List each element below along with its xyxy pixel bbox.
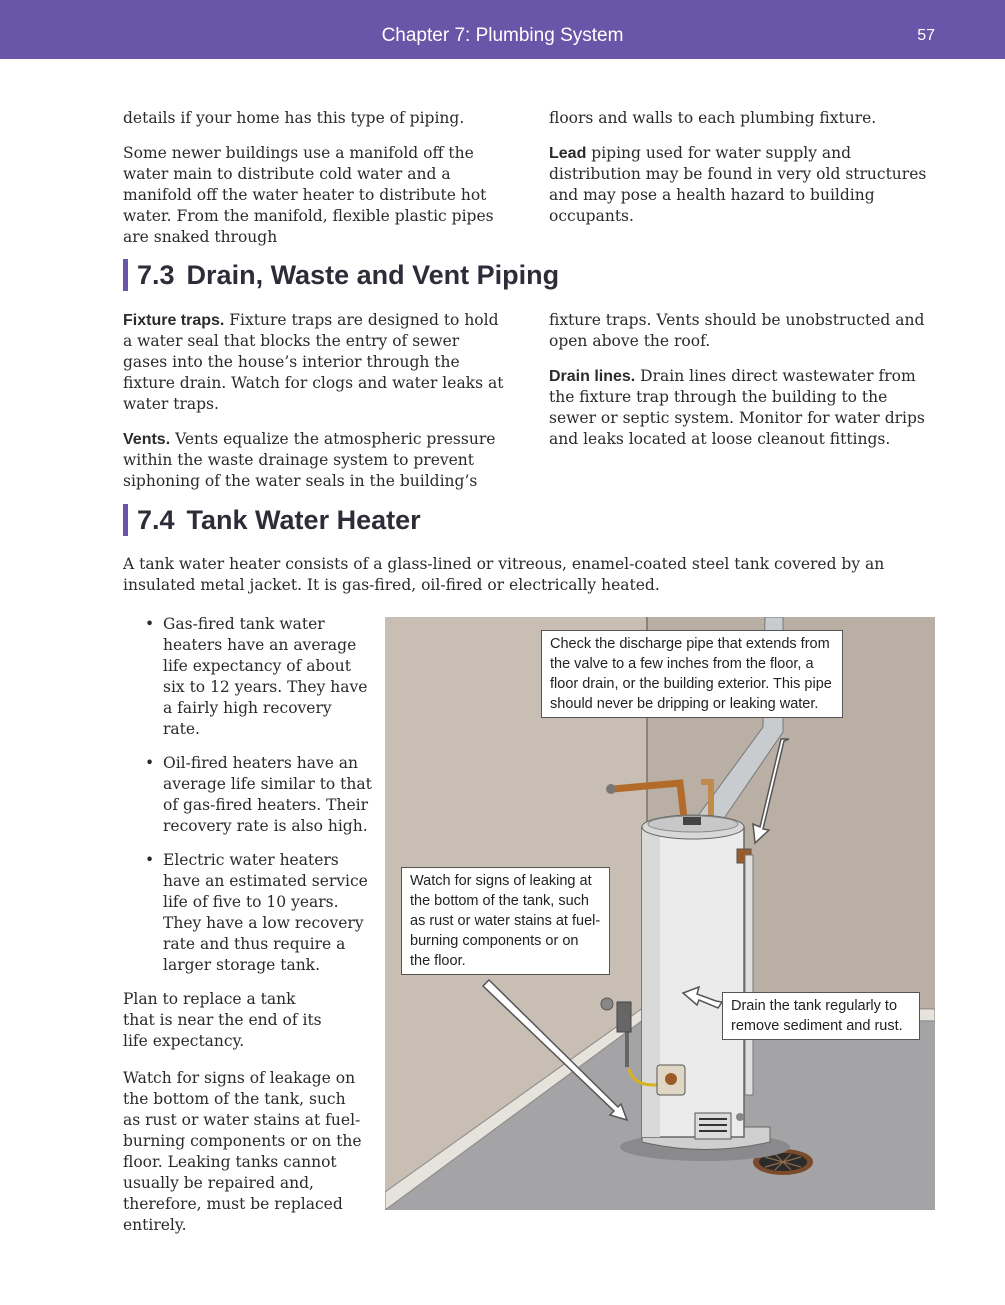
section-7-4-heading bbox=[123, 504, 421, 536]
replace-paragraph: Plan to replace a tank that is near the end of its life expectancy. bbox=[123, 990, 322, 1050]
section-number: 7.3 bbox=[137, 259, 175, 290]
heading-accent-bar bbox=[123, 259, 128, 291]
fixture-traps-text: Fixture traps are designed to hold a water seal that blocks the entry of sewer gases into the house’s interior through the fixture drain. Watch for clogs and water leaks at water traps. bbox=[123, 311, 504, 413]
intro-paragraph-1: details if your home has this type of piping. bbox=[123, 109, 465, 127]
intro-left-column bbox=[123, 108, 508, 262]
vents-label: Vents. bbox=[123, 431, 171, 448]
vents-paragraph bbox=[123, 429, 508, 492]
intro-paragraph-2: Some newer buildings use a manifold off the water main to distribute cold water and a manifold off the water heater to distribute hot water. From the manifold, flexible plastic pipes are snaked through bbox=[123, 144, 494, 246]
discharge-pipe-callout: Check the discharge pipe that extends from the valve to a few inches from the floor, a floor drain, or the building exterior. This pipe should never be dripping or leaking water. bbox=[541, 630, 843, 718]
heater-types-column bbox=[123, 614, 373, 1252]
drain-lines-paragraph bbox=[549, 366, 934, 450]
water-heater-illustration bbox=[385, 617, 935, 1210]
lead-label: Lead bbox=[549, 145, 587, 162]
page-number: 57 bbox=[917, 27, 935, 44]
drain-tank-callout: Drain the tank regularly to remove sediment and rust. bbox=[722, 992, 920, 1040]
leakage-paragraph: Watch for signs of leakage on the bottom of the tank, such as rust or water stains at fuel-burning components or on the floor. Leaking tanks cannot usually be repaired and, therefore, must be replaced entirely. bbox=[123, 1069, 362, 1234]
intro-paragraph-3: floors and walls to each plumbing fixture. bbox=[549, 109, 877, 127]
section-title: Tank Water Heater bbox=[186, 504, 421, 535]
heading-accent-bar bbox=[123, 504, 128, 536]
leak-signs-callout: Watch for signs of leaking at the bottom of the tank, such as rust or water stains at fuel-burning components or on the floor. bbox=[401, 867, 610, 975]
section-7-3-heading bbox=[123, 259, 559, 291]
fixture-traps-label: Fixture traps. bbox=[123, 312, 225, 329]
drain-lines-text: Drain lines direct wastewater from the fixture trap through the building to the sewer or septic system. Monitor for water drips and leaks located at loose cleanout fittings. bbox=[549, 367, 925, 448]
drain-lines-label: Drain lines. bbox=[549, 368, 636, 385]
lead-text: piping used for water supply and distribution may be found in very old structures and may pose a health hazard to building occupants. bbox=[549, 144, 927, 225]
heater-types-list bbox=[123, 614, 373, 976]
list-item: • Electric water heaters have an estimated service life of five to 10 years. They have a low recovery rate and thus require a larger storage tank. bbox=[145, 851, 368, 974]
section-7-3-right-column bbox=[549, 310, 934, 464]
list-item: • Oil-fired heaters have an average life similar to that of gas-fired heaters. Their recovery rate is also high. bbox=[145, 754, 372, 835]
intro-right-column bbox=[549, 108, 934, 241]
page-header bbox=[0, 0, 1005, 59]
fixture-traps-paragraph bbox=[123, 310, 508, 415]
vents-text: Vents equalize the atmospheric pressure within the waste drainage system to prevent siphoning of the water seals in the building’s bbox=[123, 430, 496, 490]
section-7-3-left-column bbox=[123, 310, 508, 506]
tank-heater-intro: A tank water heater consists of a glass-lined or vitreous, enamel-coated steel tank covered by an insulated metal jacket. It is gas-fired, oil-fired or electrically heated. bbox=[123, 555, 885, 594]
chapter-title: Chapter 7: Plumbing System bbox=[381, 25, 624, 46]
section-number: 7.4 bbox=[137, 504, 175, 535]
vents-continued: fixture traps. Vents should be unobstructed and open above the roof. bbox=[549, 311, 925, 350]
section-title: Drain, Waste and Vent Piping bbox=[186, 259, 560, 290]
list-item: • Gas-fired tank water heaters have an average life expectancy of about six to 12 years. They have a fairly high recovery rate. bbox=[145, 615, 368, 738]
lead-paragraph bbox=[549, 143, 934, 227]
